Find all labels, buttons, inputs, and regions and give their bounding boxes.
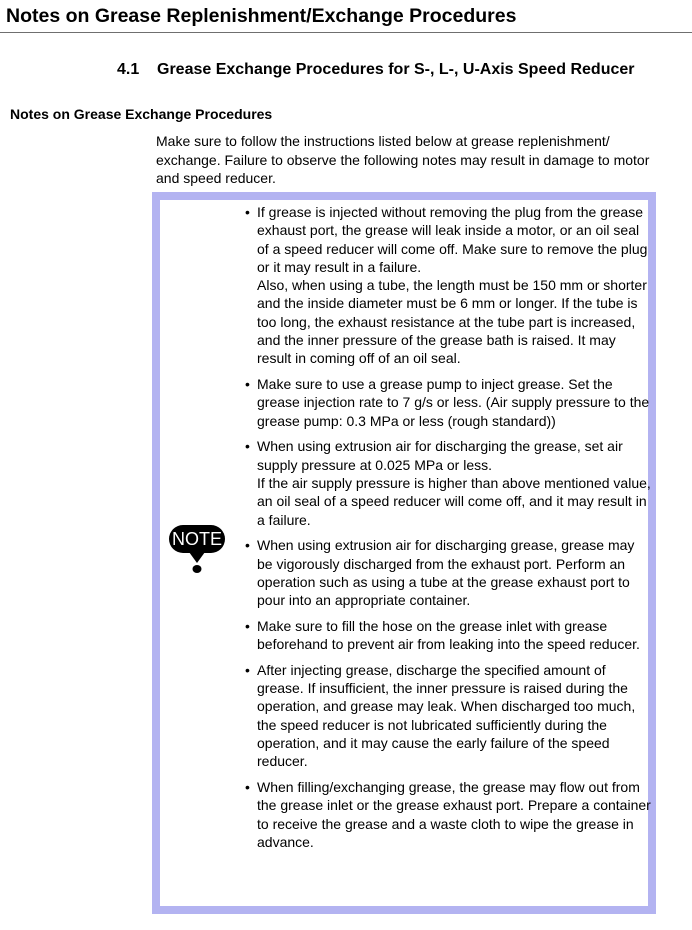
note-item bbox=[243, 617, 651, 654]
note-box-inner bbox=[160, 200, 651, 906]
note-item-text: When filling/exchanging grease, the grease may flow out from the grease inlet or the grease exhaust port. Prepare a container to receive the grease and a waste cloth to wipe the grease in advance. bbox=[257, 778, 651, 850]
subheading: Notes on Grease Exchange Procedures bbox=[10, 106, 273, 122]
note-item bbox=[243, 661, 651, 771]
note-item-text: If grease is injected without removing the plug from the grease exhaust port, the grease will leak inside a motor, or an oil seal of a speed reducer will come off. Make sure to remove the plug or it may result in a failure. bbox=[257, 204, 648, 275]
note-item-text: Make sure to fill the hose on the grease inlet with grease beforehand to prevent air from leaking into the speed reducer. bbox=[257, 617, 640, 653]
note-item-text: When using extrusion air for discharging the grease, set air supply pressure at 0.025 MPa or less. bbox=[257, 438, 623, 473]
note-box bbox=[152, 192, 656, 914]
title-divider bbox=[0, 32, 692, 33]
note-item bbox=[243, 778, 651, 851]
bullet-dot: • bbox=[245, 617, 250, 634]
bullet-dot: • bbox=[245, 438, 250, 455]
note-item bbox=[243, 437, 651, 528]
intro-text: Make sure to follow the instructions listed below at grease replenishment/ exchange. Failure to observe the following notes may result in damage to motor and speed reducer. bbox=[156, 133, 650, 186]
section-title: Grease Exchange Procedures for S-, L-, U-Axis Speed Reducer bbox=[157, 61, 635, 78]
note-item-text: If the air supply pressure is higher than above mentioned value, an oil seal of a speed reducer will come off, and it may result in a failure. bbox=[257, 474, 651, 528]
note-item-text: After injecting grease, discharge the specified amount of grease. If insufficient, the inner pressure is raised during the operation, and grease may leak. When discharged too much, the speed reducer is not lubricated sufficiently during the operation, and it may cause the early failure of the speed reducer. bbox=[257, 661, 636, 770]
note-item bbox=[243, 203, 651, 368]
section-heading bbox=[117, 60, 635, 80]
bullet-dot: • bbox=[245, 537, 250, 554]
note-list bbox=[243, 203, 651, 859]
bullet-dot: • bbox=[245, 661, 250, 678]
intro-paragraph bbox=[156, 132, 656, 188]
section-number: 4.1 bbox=[117, 61, 140, 78]
page-title: Notes on Grease Replenishment/Exchange Procedures bbox=[6, 5, 517, 27]
note-item-text: Also, when using a tube, the length must be 150 mm or shorter and the inside diameter must be 6 mm or longer. If the tube is too long, the exhaust resistance at the tube part is increased, and the inner pressure of the grease bath is raised. It may result in coming off of an oil seal. bbox=[257, 277, 647, 367]
note-icon-label: NOTE bbox=[171, 529, 223, 549]
note-icon bbox=[164, 522, 230, 580]
note-item bbox=[243, 536, 651, 609]
bullet-dot: • bbox=[245, 204, 250, 220]
note-item-text: When using extrusion air for discharging grease, grease may be vigorously discharged from the exhaust port. Perform an operation such as using a tube at the grease exhaust port to pour into an appropriate container. bbox=[257, 537, 635, 609]
note-item-text: Make sure to use a grease pump to inject grease. Set the grease injection rate to 7 g/s or less. (Air supply pressure to the grease pump: 0.3 MPa or less (rough standard)) bbox=[257, 376, 650, 429]
note-item bbox=[243, 375, 651, 430]
bullet-dot: • bbox=[245, 778, 250, 795]
bullet-dot: • bbox=[245, 376, 250, 393]
